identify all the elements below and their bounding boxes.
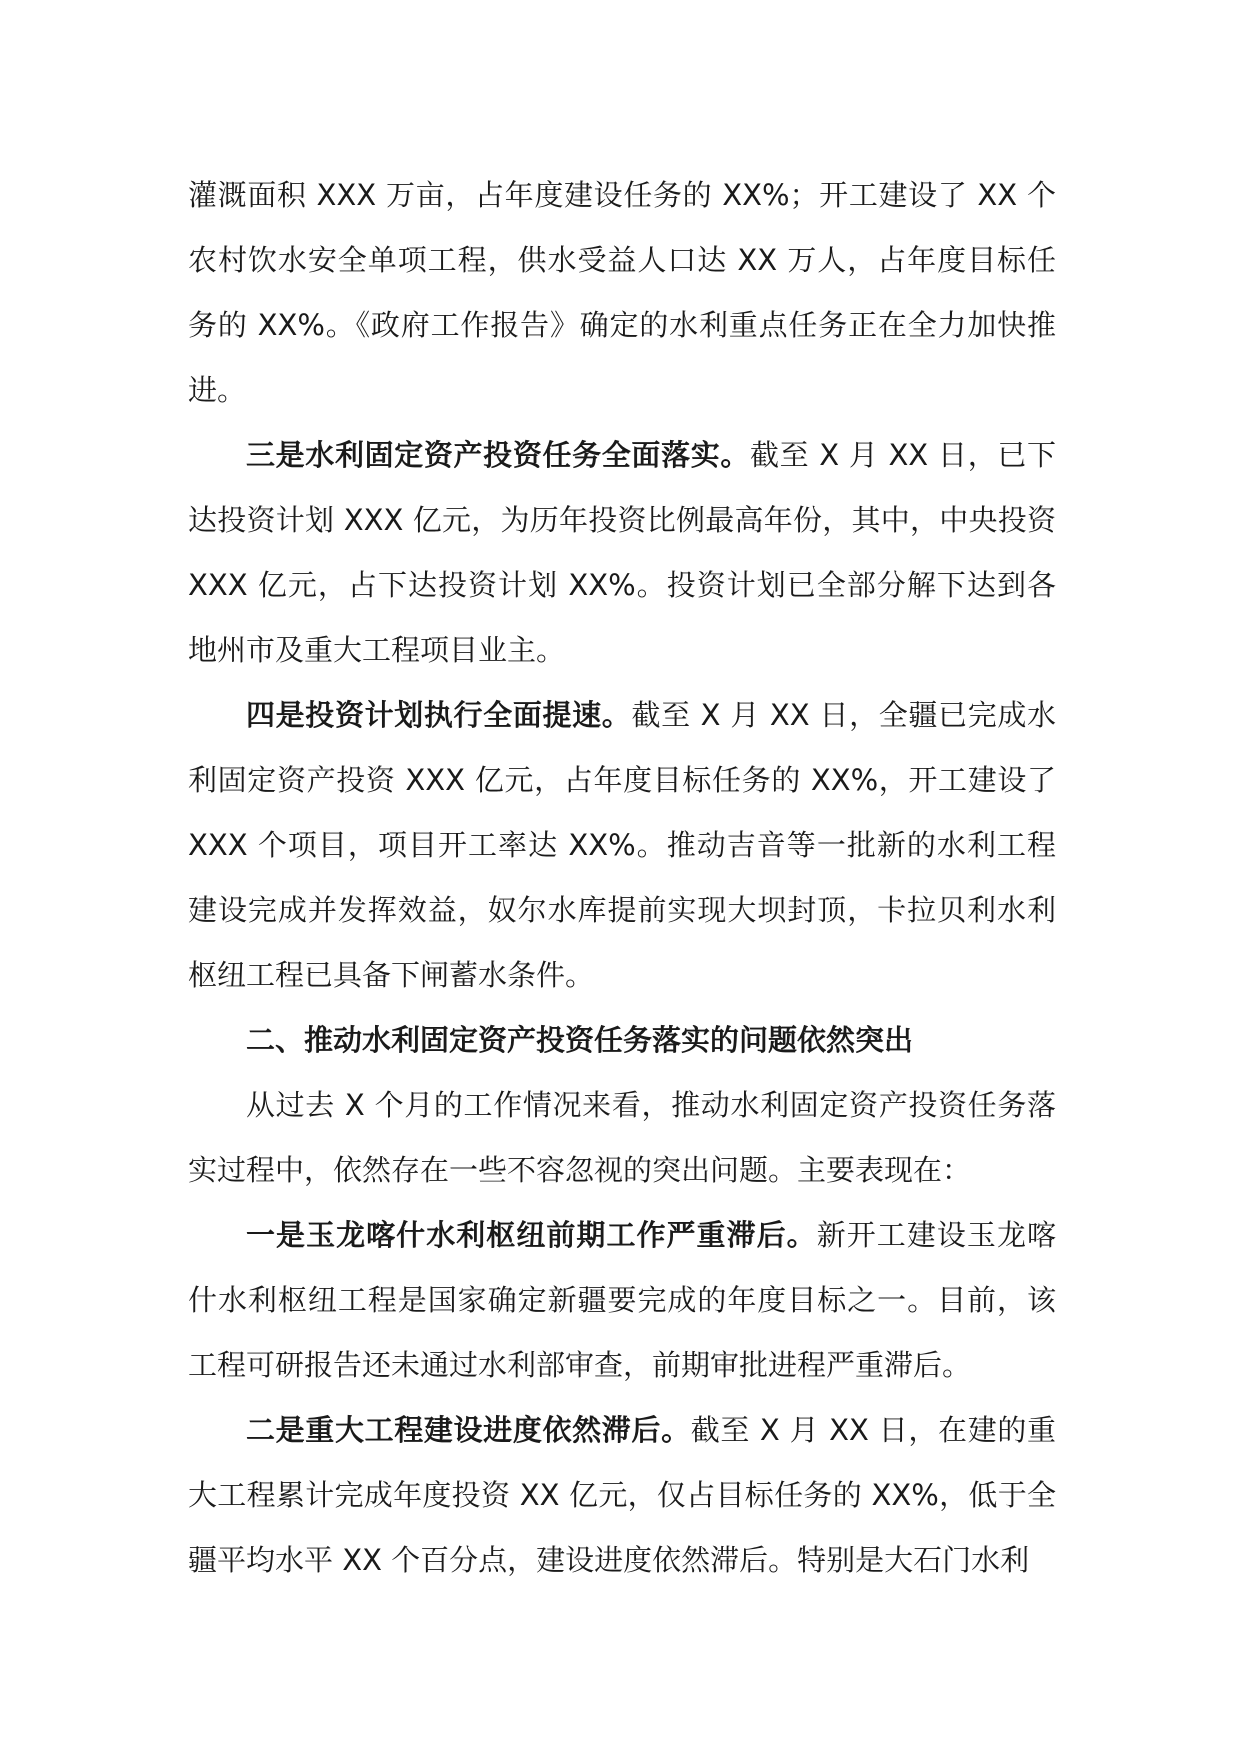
paragraph-problem-one xyxy=(188,1203,1056,1398)
paragraph-text: 截至 X 月 XX 日，已下达投资计划 XXX 亿元，为历年投资比例最高年份，其中，中央投资 XXX 亿元，占下达投资计划 XX%。投资计划已全部分解下达到各地州市及重大工程项目业主。 xyxy=(188,438,1056,667)
paragraph-item-four xyxy=(188,683,1056,1008)
paragraph-text: 从过去 X 个月的工作情况来看，推动水利固定资产投资任务落实过程中，依然存在一些不容忽视的突出问题。主要表现在： xyxy=(188,1088,1056,1187)
paragraph-lead: 二是重大工程建设进度依然滞后。 xyxy=(246,1413,691,1447)
paragraph-text: 灌溉面积 XXX 万亩，占年度建设任务的 XX%；开工建设了 XX 个农村饮水安全单项工程，供水受益人口达 XX 万人，占年度目标任务的 XX%。《政府工作报告》确定的水利重点任务正在全力加快推进。 xyxy=(188,178,1056,407)
paragraph-text: 截至 X 月 XX 日，全疆已完成水利固定资产投资 XXX 亿元，占年度目标任务的 XX%，开工建设了 XXX 个项目，项目开工率达 XX%。推动吉音等一批新的水利工程建设完成并发挥效益，奴尔水库提前实现大坝封顶，卡拉贝利水利枢纽工程已具备下闸蓄水条件。 xyxy=(188,698,1056,992)
paragraph-text: 截至 X 月 XX 日，在建的重大工程累计完成年度投资 XX 亿元，仅占目标任务的 XX%，低于全疆平均水平 XX 个百分点，建设进度依然滞后。特别是大石门水利 xyxy=(188,1413,1056,1577)
paragraph-lead: 四是投资计划执行全面提速。 xyxy=(246,698,632,732)
section-heading-text: 二、推动水利固定资产投资任务落实的问题依然突出 xyxy=(246,1023,914,1057)
paragraph-continuation xyxy=(188,163,1056,423)
document-body xyxy=(188,163,1056,1593)
paragraph-intro xyxy=(188,1073,1056,1203)
paragraph-lead: 三是水利固定资产投资任务全面落实。 xyxy=(246,438,751,472)
paragraph-item-three xyxy=(188,423,1056,683)
section-heading xyxy=(188,1008,1056,1073)
paragraph-problem-two xyxy=(188,1398,1056,1593)
paragraph-lead: 一是玉龙喀什水利枢纽前期工作严重滞后。 xyxy=(246,1218,817,1252)
paragraph-text: 新开工建设玉龙喀什水利枢纽工程是国家确定新疆要完成的年度目标之一。目前，该工程可研报告还未通过水利部审查，前期审批进程严重滞后。 xyxy=(188,1218,1056,1382)
